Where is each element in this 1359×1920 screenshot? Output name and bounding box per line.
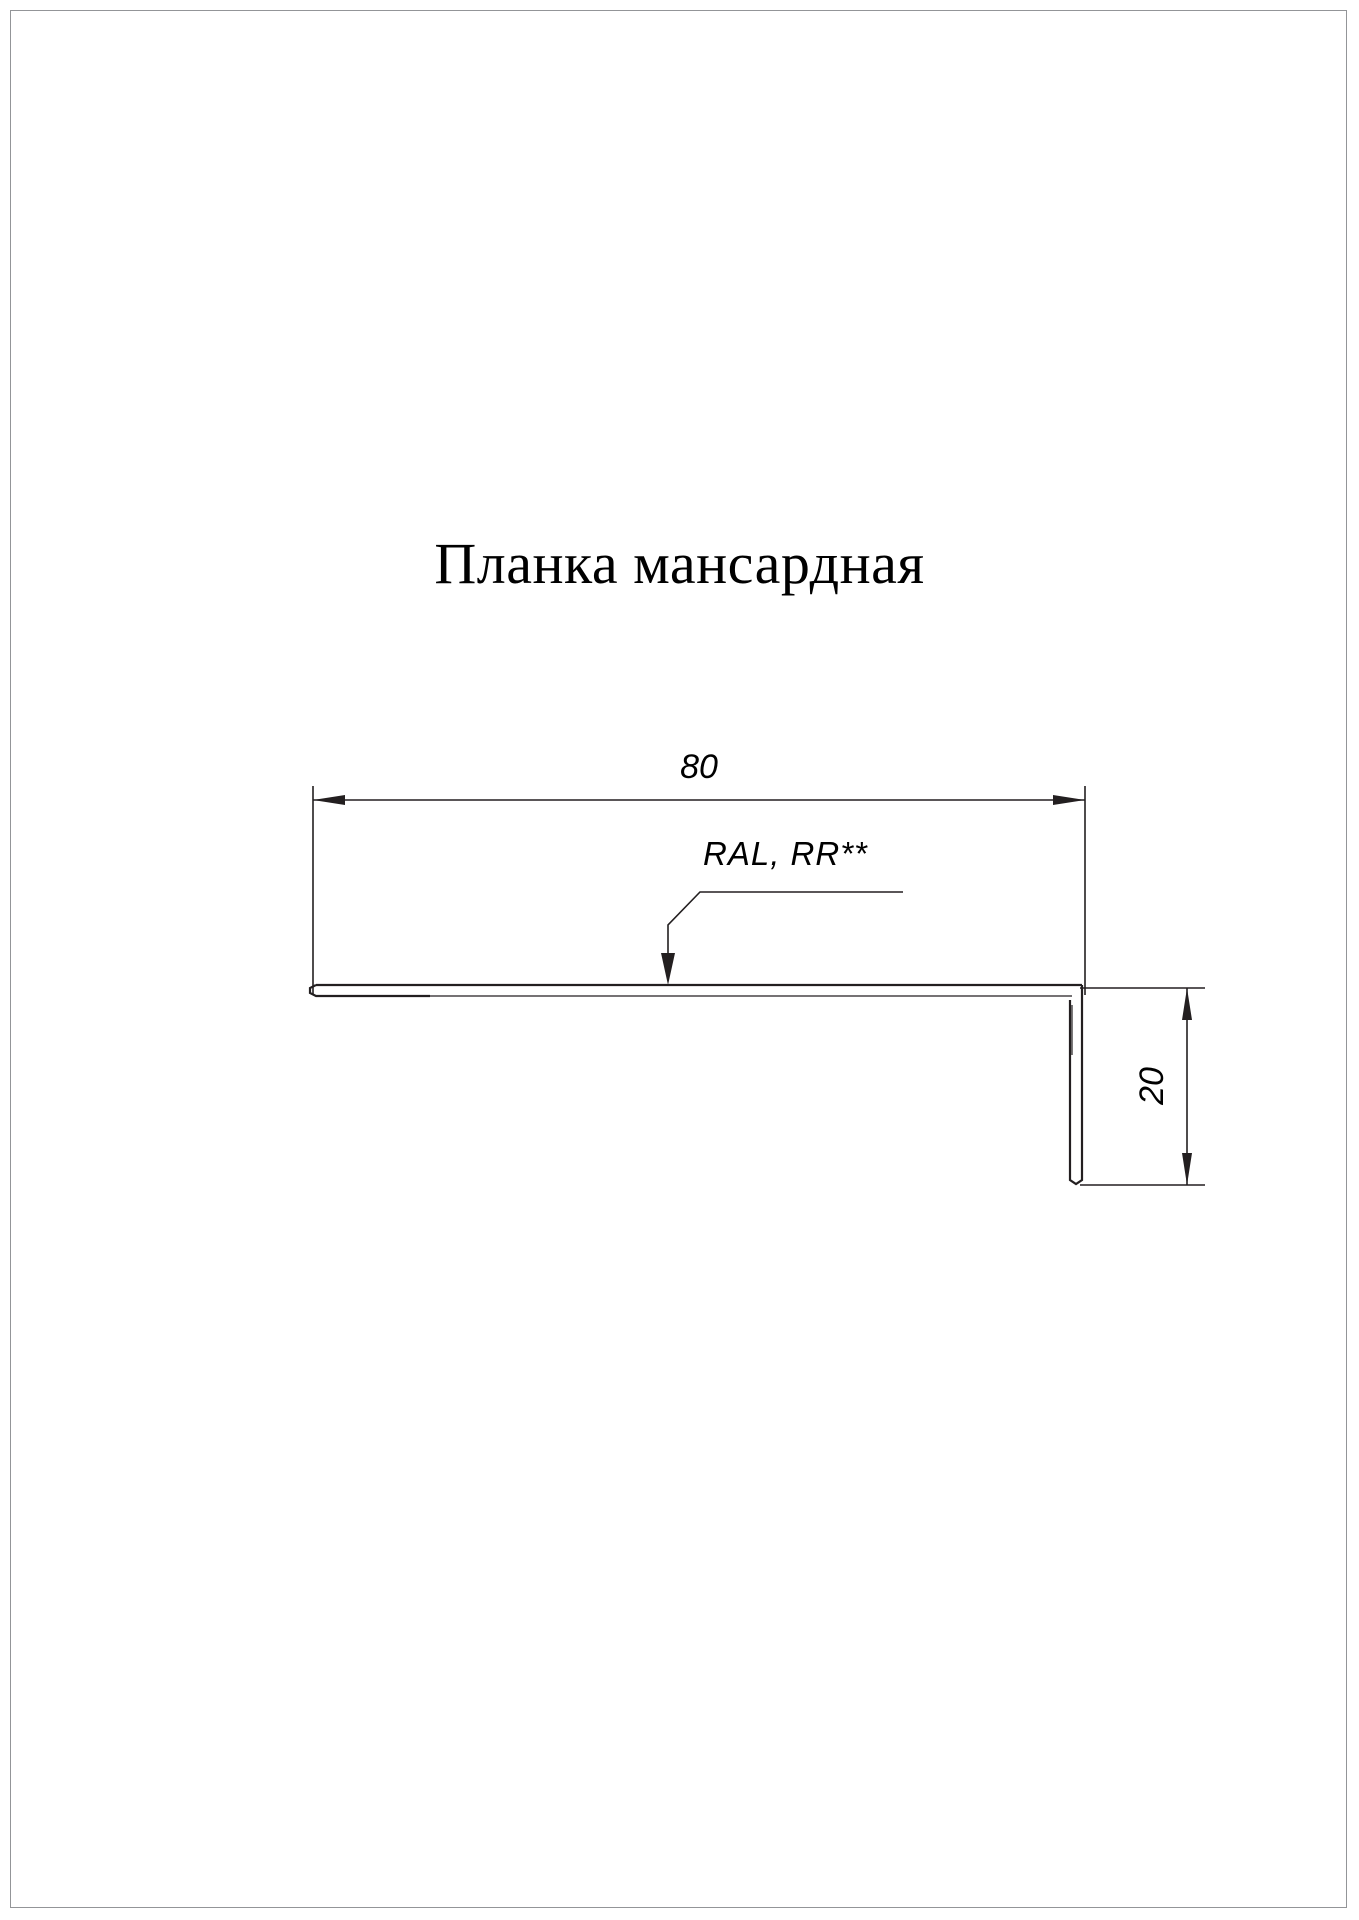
profile-left-hem — [310, 985, 430, 996]
profile-outline — [310, 985, 1082, 1184]
leader-arrowhead — [661, 953, 675, 985]
coating-leader — [668, 892, 903, 962]
dimension-80 — [313, 786, 1085, 995]
leader-line — [668, 892, 903, 962]
page-title: Планка мансардная — [434, 531, 925, 596]
arrowhead-top-20 — [1182, 988, 1192, 1020]
arrowhead-left-80 — [313, 795, 345, 805]
arrowhead-bottom-20 — [1182, 1153, 1192, 1185]
dimension-80-label: 80 — [680, 748, 718, 786]
coating-callout-label: RAL, RR** — [703, 835, 868, 872]
dimension-20-label: 20 — [1133, 1067, 1171, 1105]
arrowhead-right-80 — [1053, 795, 1085, 805]
